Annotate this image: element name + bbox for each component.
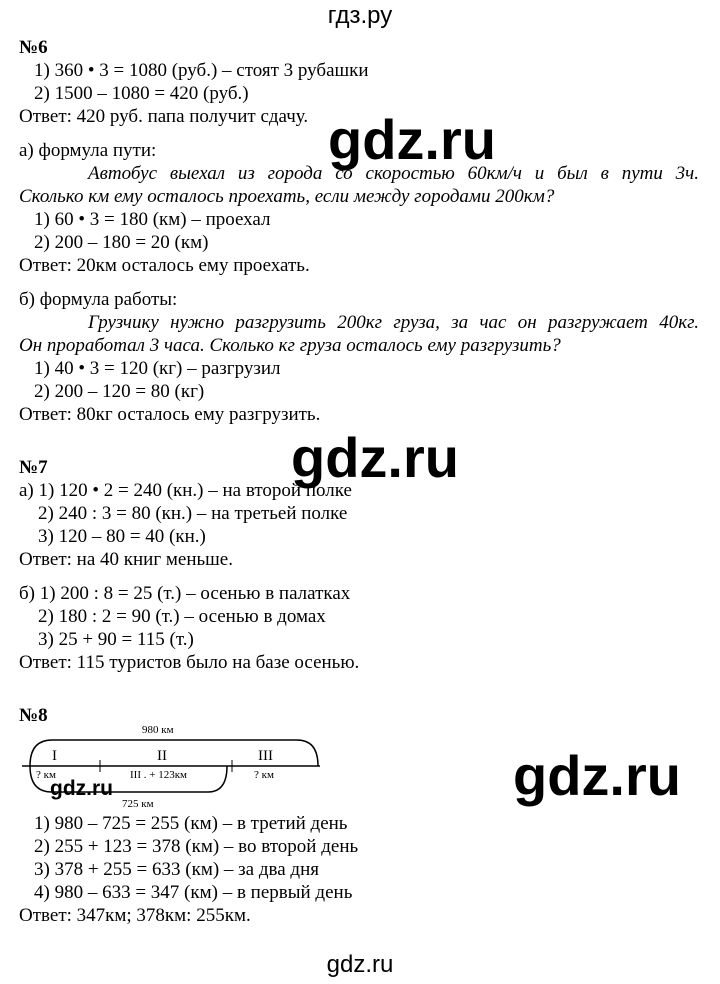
watermark: gdz.ru bbox=[291, 426, 459, 489]
text-line: 3) 378 + 255 = 633 (км) – за два дня bbox=[34, 859, 319, 880]
text-line: а) формула пути: bbox=[19, 140, 157, 161]
total-distance-label: 980 км bbox=[142, 724, 174, 736]
text-line: Ответ: 115 туристов было на базе осенью. bbox=[19, 652, 360, 673]
text-line: Ответ: 420 руб. папа получит сдачу. bbox=[19, 106, 309, 127]
spacer bbox=[19, 277, 699, 288]
text-line: а) 1) 120 • 2 = 240 (кн.) – на второй полке bbox=[19, 480, 352, 501]
text-line: 2) 240 : 3 = 80 (кн.) – на третьей полке bbox=[38, 503, 348, 524]
part-2-value: III . + 123км bbox=[130, 769, 187, 781]
part-1-value: ? км bbox=[36, 769, 56, 781]
text-line: 1) 40 • 3 = 120 (кг) – разгрузил bbox=[34, 358, 281, 379]
text-line: Ответ: на 40 книг меньше. bbox=[19, 549, 233, 570]
text-line: Сколько км ему осталось проехать, если между городами 200км? bbox=[19, 186, 555, 207]
text-line: Он проработал 3 часа. Сколько кг груза осталось ему разгрузить? bbox=[19, 335, 561, 356]
text-line: б) 1) 200 : 8 = 25 (т.) – осенью в палатках bbox=[19, 583, 351, 604]
text-line: 4) 980 – 633 = 347 (км) – в первый день bbox=[34, 882, 353, 903]
text-line: 2) 200 – 180 = 20 (км) bbox=[34, 232, 209, 253]
text-line: Ответ: 347км; 378км: 255км. bbox=[19, 905, 251, 926]
text-line: 2) 1500 – 1080 = 420 (руб.) bbox=[34, 83, 249, 104]
problem-heading: №6 bbox=[19, 37, 48, 58]
part-1-label: I bbox=[52, 748, 57, 764]
text-line: Ответ: 20км осталось ему проехать. bbox=[19, 255, 310, 276]
site-footer: gdz.ru bbox=[326, 951, 394, 978]
text-line: б) формула работы: bbox=[19, 289, 178, 310]
text-line: 2) 180 : 2 = 90 (т.) – осенью в домах bbox=[38, 606, 326, 627]
problem-heading: №8 bbox=[19, 705, 48, 726]
watermark: gdz.ru bbox=[513, 744, 681, 807]
text-line: Грузчику нужно разгрузить 200кг груза, за час он разгружает 40кг. bbox=[88, 312, 699, 333]
solution-8 bbox=[19, 812, 699, 927]
text-line: 3) 25 + 90 = 115 (т.) bbox=[38, 629, 194, 650]
spacer bbox=[19, 571, 699, 582]
text-line: Автобус выехал из города со скоростью 60км/ч и был в пути 3ч. bbox=[88, 163, 699, 184]
total-arc bbox=[30, 740, 318, 766]
text-line: 3) 120 – 80 = 40 (кн.) bbox=[38, 526, 206, 547]
site-header: гдз.ру bbox=[327, 2, 393, 29]
solution-8-lines bbox=[19, 812, 699, 927]
watermark: gdz.ru bbox=[328, 108, 496, 171]
text-line: 1) 60 • 3 = 180 (км) – проехал bbox=[34, 209, 271, 230]
text-line: Ответ: 80кг осталось ему разгрузить. bbox=[19, 404, 321, 425]
part-3-label: III bbox=[258, 748, 273, 764]
part-3-value: ? км bbox=[254, 769, 274, 781]
part-2-label: II bbox=[157, 748, 167, 764]
spacer bbox=[19, 674, 699, 704]
problem-heading: №7 bbox=[19, 457, 48, 478]
text-line: 1) 980 – 725 = 255 (км) – в третий день bbox=[34, 813, 348, 834]
text-line: 2) 255 + 123 = 378 (км) – во второй день bbox=[34, 836, 359, 857]
sum-distance-label: 725 км bbox=[122, 798, 154, 810]
text-line: 2) 200 – 120 = 80 (кг) bbox=[34, 381, 205, 402]
text-line: 1) 360 • 3 = 1080 (руб.) – стоят 3 рубашки bbox=[34, 60, 369, 81]
watermark: gdz.ru bbox=[50, 777, 113, 800]
